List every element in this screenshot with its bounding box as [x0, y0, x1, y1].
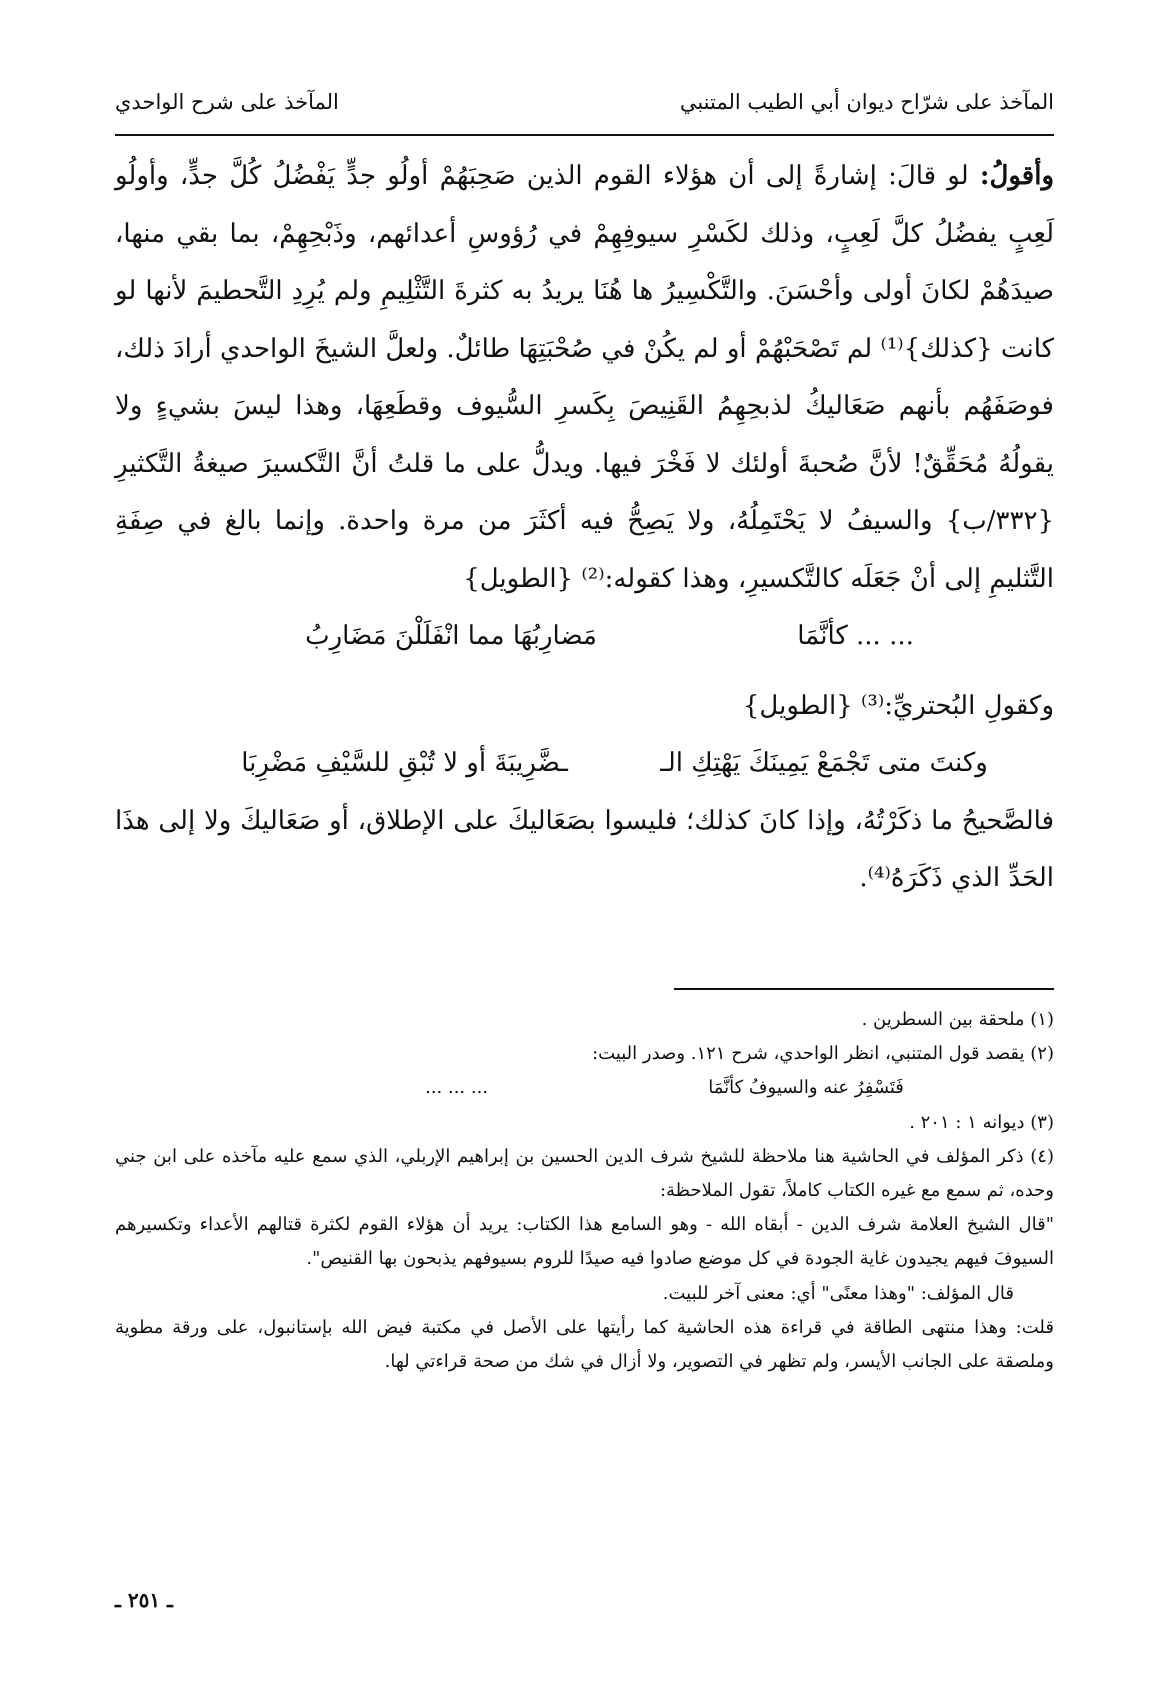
footnote-2-verse-right: فَتَسْفِرُ عنه والسيوفُ كأنَّمَا: [708, 1077, 904, 1099]
quote-intro: وكقولِ البُحتريِّ:⁽³⁾ {الطويل}: [742, 690, 1054, 721]
footnotes: [115, 1003, 1054, 1379]
paragraph-2: فالصَّحيحُ ما ذكَرْتُهُ، وإذا كانَ كذلك؛ فليسوا بصَعَاليكَ على الإطلاق، أو صَعَاليكَ ولا إلى هذَا الحَدِّ الذي ذَكَرَهُ⁽⁴⁾.: [115, 805, 1054, 893]
header-rule: [115, 134, 1054, 136]
footnote-2-verse-left: ... ... ...: [425, 1077, 489, 1099]
running-header: [115, 90, 1054, 134]
main-text: [115, 148, 1054, 908]
footnote-4-author-note: قال المؤلف: "وهذا معنًى" أي: معنى آخر للبيت.: [662, 1282, 1014, 1304]
footnote-4-editor-note: قلت: وهذا منتهى الطاقة في قراءة هذه الحاشية كما رأيتها على الأصل في مكتبة فيض الله بإستانبول، على ورقة مطوية وملصقة على الجانب الأيسر، ولم تظهر في التصوير، ولا أزال في شك من صحة قراءتي لها.: [115, 1316, 1054, 1373]
verse-1: [115, 608, 1054, 666]
footnote-rule: [674, 988, 1054, 990]
footnote-1: (١) ملحقة بين السطرين .: [861, 1009, 1054, 1030]
header-book-title: المآخذ على شرّاح ديوان أبي الطيب المتنبي: [679, 90, 1054, 114]
footnote-4: (٤) ذكر المؤلف في الحاشية هنا ملاحظة للشيخ شرف الدين الحسين بن إبراهيم الإربلي، الذي سمع عليه مآخذه على ابن جني وحده، ثم سمع مع غيره الكتاب كاملاً، تقول الملاحظة:: [115, 1145, 1054, 1202]
lead-word: وأقولُ:: [979, 161, 1055, 191]
header-chapter-title: المآخذ على شرح الواحدي: [115, 90, 339, 114]
footnote-2: (٢) يقصد قول المتنبي، انظر الواحدي، شرح ١٢١. وصدر البيت:: [592, 1043, 1054, 1065]
footnote-3: (٣) ديوانه ١ : ٢٠١ .: [909, 1111, 1054, 1133]
footnote-2-verse: [115, 1071, 1054, 1105]
footnote-4-quote: "قال الشيخ العلامة شرف الدين - أبقاه الله - وهو السامع هذا الكتاب: يريد أن هؤلاء القوم لكثرة قتالهم الأعداء وتكسيرهم السيوفَ فيهم يجيدون غاية الجودة في كل موضع صادوا فيه صيدًا للروم بسيوفهم يذبحون بها القنيص".: [115, 1214, 1054, 1270]
paragraph-main: [115, 148, 1054, 608]
verse-1-hemistich-right: ... ... كأنَّمَا: [797, 621, 914, 651]
verse-2-hemistich-right: وكنتَ متى تَجْمَعْ يَمِينَكَ يَهْتِكِ الـ: [660, 748, 988, 778]
verse-2-hemistich-left: ـضَّرِيبَةَ أو لا تُبْقِ للسَّيْفِ مَضْرِبَا: [241, 748, 568, 778]
paragraph-1-text: لو قالَ: إشارةً إلى أن هؤلاء القوم الذين صَحِبَهُمْ أولُو جدٍّ يَفْضُلُ كُلَّ جدٍّ، وأولُو لَعِبٍ يفضُلُ كلَّ لَعِبٍ، وذلك لكَسْرِ سيوفِهِمْ في رُؤوسِ أعدائهم، وذَبْحِهِمْ، بما بقي منها، صيدَهُمْ لكانَ أولى وأحْسَنَ. والتَّكْسِيرُ ها هُنَا يريدُ به كثرةَ التَّثْلِيمِ ولم يُرِدِ التَّحطيمَ لأنها لو كانت {كذلك}⁽¹⁾ لم تَصْحَبْهُمْ أو لم يكُنْ في صُحْبَتِهَا طائلٌ. ولعلَّ الشيخَ الواحدي أرادَ ذلك، فوصَفَهُم بأنهم صَعَاليكُ لذبحِهِمُ القَنِيصَ بِكَسرِ السُّيوف وقطَعِهَا، وهذا ليسَ بشيءٍ ولا يقولُهُ مُحَقِّقٌ! لأنَّ صُحبةَ أولئك لا فَخْرَ فيها. ويدلُّ على ما قلتُ أنَّ التَّكسيرَ صيغةُ التَّكثيرِ {٣٣٢/ب} والسيفُ لا يَحْتَمِلُهُ، ولا يَصِحُّ فيه أكثَرَ من مرة واحدة. وإنما بالغ في صِفَةِ التَّثليمِ إلى أنْ جَعَلَه كالتَّكسيرِ، وهذا كقوله:⁽²⁾ {الطويل}: [115, 161, 1055, 594]
verse-1-hemistich-left: مَضارِبُهَا مما انْفَلَلْنَ مَضَارِبُ: [305, 621, 597, 651]
verse-2: [115, 735, 1054, 793]
page-number: ـ ٢٥١ ـ: [115, 1588, 173, 1612]
